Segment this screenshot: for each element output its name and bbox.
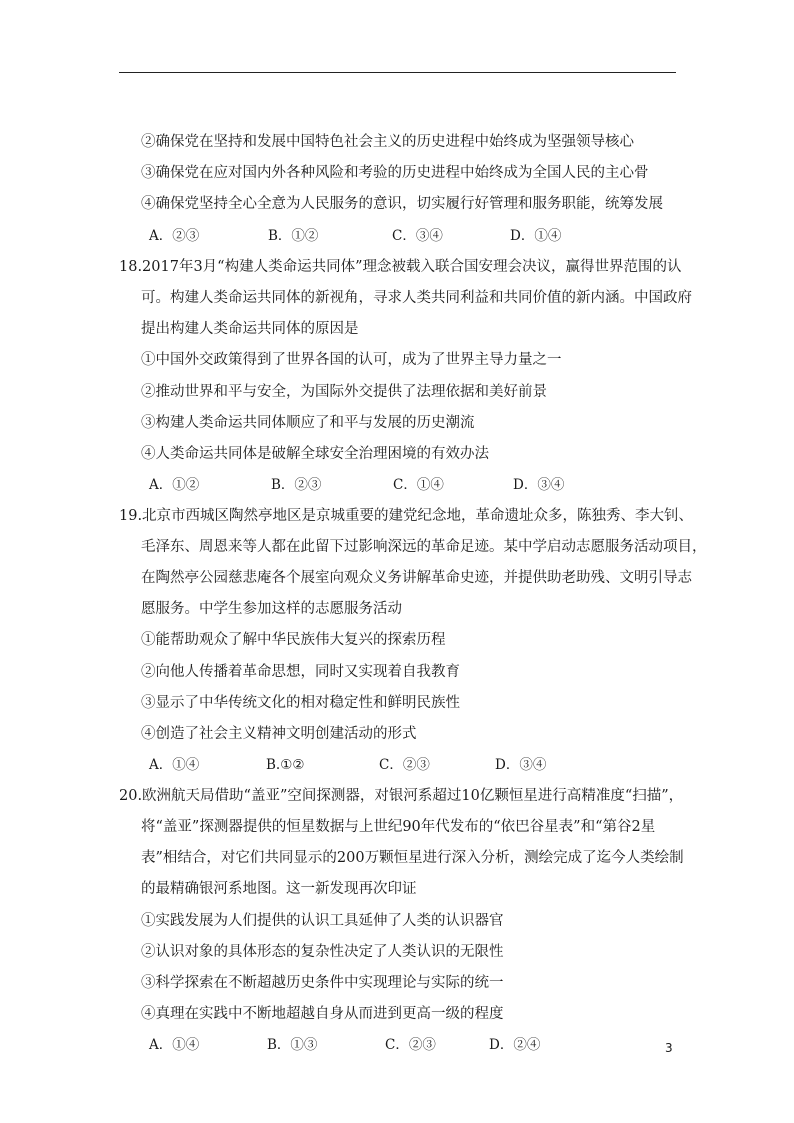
q18-option-d: D．③④ (513, 477, 565, 493)
q18-item-3: ③构建人类命运共同体顺应了和平与发展的历史潮流 (141, 415, 475, 431)
q18-item-1: ①中国外交政策得到了世界各国的认可，成为了世界主导力量之一 (141, 352, 562, 368)
q20-item-3: ③科学探索在不断超越历史条件中实现理论与实际的统一 (141, 975, 504, 991)
q18-option-a: A．①② (149, 477, 200, 493)
q18-option-b: B．②③ (271, 477, 322, 493)
q17-item-2: ②确保党在坚持和发展中国特色社会主义的历史进程中始终成为坚强领导核心 (141, 134, 634, 150)
q19-stem-1: 19.北京市西城区陶然亭地区是京城重要的建党纪念地，革命遗址众多，陈独秀、李大钊、 (119, 508, 694, 524)
q19-item-2: ②向他人传播着革命思想，同时又实现着自我教育 (141, 664, 460, 680)
q20-options (149, 1035, 669, 1055)
q19-item-1: ①能帮助观众了解中华民族伟大复兴的探索历程 (141, 632, 446, 648)
q17-option-c: C．③④ (392, 228, 443, 244)
q20-option-a: A．①④ (149, 1037, 200, 1053)
q19-option-a: A．①④ (149, 757, 200, 773)
q17-item-3: ③确保党在应对国内外各种风险和考验的历史进程中始终成为全国人民的主心骨 (141, 165, 649, 181)
q18-item-2: ②推动世界和平与安全，为国际外交提供了法理依据和美好前景 (141, 384, 547, 400)
q19-stem-3: 在陶然亭公园慈悲庵各个展室向观众义务讲解革命史迹，并提供助老助残、文明引导志 (141, 570, 692, 586)
q18-stem-1: 18.2017年3月“构建人类命运共同体”理念被载入联合国安理会决议，赢得世界范围的认 (119, 259, 682, 275)
q19-option-b: B.①② (266, 757, 305, 773)
q20-item-4: ④真理在实践中不断地超越自身从而进到更高一级的程度 (141, 1006, 504, 1022)
q17-option-b: B．①② (268, 228, 319, 244)
q20-stem-4: 的最精确银河系地图。这一新发现再次印证 (141, 881, 417, 897)
q19-item-4: ④创造了社会主义精神文明创建活动的形式 (141, 726, 417, 742)
q20-stem-3: 表”相结合，对它们共同显示的200万颗恒星进行深入分析，测绘完成了迄今人类绘制 (141, 850, 684, 866)
q19-option-c: C．②③ (379, 757, 430, 773)
header-rule (119, 72, 676, 73)
page-number: 3 (665, 1041, 673, 1055)
q20-stem-2: 将“盖亚”探测器提供的恒星数据与上世纪90年代发布的“依巴谷星表”和“第谷2星 (141, 819, 656, 835)
q18-item-4: ④人类命运共同体是破解全球安全治理困境的有效办法 (141, 446, 489, 462)
q19-option-d: D．③④ (495, 757, 547, 773)
q19-stem-4: 愿服务。中学生参加这样的志愿服务活动 (141, 601, 402, 617)
q20-option-c: C．②③ (385, 1037, 436, 1053)
q20-option-b: B．①③ (267, 1037, 318, 1053)
q19-options (149, 755, 669, 775)
q18-option-c: C．①④ (393, 477, 444, 493)
q19-stem-2: 毛泽东、周恩来等人都在此留下过影响深远的革命足迹。某中学启动志愿服务活动项目， (141, 539, 707, 555)
q20-item-2: ②认识对象的具体形态的复杂性决定了人类认识的无限性 (141, 944, 504, 960)
q17-option-d: D．①④ (510, 228, 562, 244)
q20-option-d: D．②④ (489, 1037, 541, 1053)
q18-options (149, 475, 669, 495)
q18-stem-2: 可。构建人类命运共同体的新视角，寻求人类共同利益和共同价值的新内涵。中国政府 (141, 290, 692, 306)
q20-item-1: ①实践发展为人们提供的认识工具延伸了人类的认识器官 (141, 913, 504, 929)
q17-item-4: ④确保党坚持全心全意为人民服务的意识，切实履行好管理和服务职能，统筹发展 (141, 196, 663, 212)
q18-stem-3: 提出构建人类命运共同体的原因是 (141, 321, 359, 337)
q17-options (149, 226, 669, 246)
q20-stem-1: 20.欧洲航天局借助“盖亚”空间探测器，对银河系超过10亿颗恒星进行高精准度“扫描”， (119, 788, 684, 804)
q17-option-a: A．②③ (149, 228, 200, 244)
q19-item-3: ③显示了中华传统文化的相对稳定性和鲜明民族性 (141, 695, 460, 711)
